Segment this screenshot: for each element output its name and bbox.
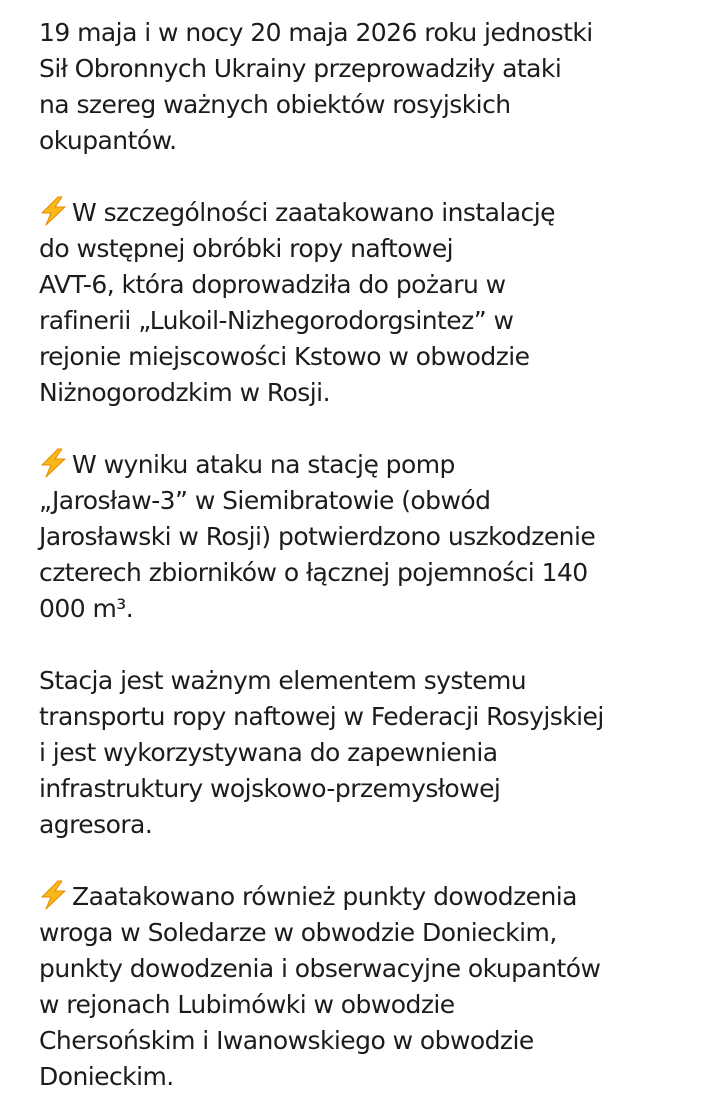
text-line: Donieckim.	[39, 1062, 174, 1091]
text-line: czterech zbiorników o łącznej pojemności 140	[39, 558, 588, 587]
text-line: punkty dowodzenia i obserwacyjne okupantów	[39, 954, 601, 983]
lightning-bolt-icon	[37, 880, 70, 910]
text-line: 000 m³.	[39, 594, 134, 623]
text-line: Stacja jest ważnym elementem systemu	[39, 666, 527, 695]
text-line-content: Zaatakowano również punkty dowodzenia	[72, 882, 577, 911]
text-line: Jarosławski w Rosji) potwierdzono uszkodzenie	[39, 522, 596, 551]
text-line: Niżnogorodzkim w Rosji.	[39, 378, 330, 407]
text-line: okupantów.	[39, 126, 177, 155]
text-line: agresora.	[39, 810, 153, 839]
article-paragraph	[39, 663, 709, 843]
text-line: wroga w Soledarze w obwodzie Donieckim,	[39, 918, 557, 947]
text-line: w rejonach Lubimówki w obwodzie	[39, 990, 455, 1019]
lightning-bolt-icon	[37, 196, 70, 226]
text-line: AVT-6, która doprowadziła do pożaru w	[39, 270, 506, 299]
text-line: rafinerii „Lukoil-Nizhegorodorgsintez” w	[39, 306, 514, 335]
text-line: „Jarosław-3” w Siemibratowie (obwód	[39, 486, 491, 515]
article-body	[39, 15, 709, 1095]
text-line	[39, 447, 709, 483]
text-line: na szereg ważnych obiektów rosyjskich	[39, 90, 511, 119]
article-paragraph	[39, 447, 709, 627]
text-line: transportu ropy naftowej w Federacji Rosyjskiej	[39, 702, 604, 731]
text-line-content: W szczególności zaatakowano instalację	[72, 198, 555, 227]
article-paragraph	[39, 195, 709, 411]
text-line: i jest wykorzystywana do zapewnienia	[39, 738, 498, 767]
text-line: Sił Obronnych Ukrainy przeprowadziły ataki	[39, 54, 562, 83]
text-line: rejonie miejscowości Kstowo w obwodzie	[39, 342, 530, 371]
lightning-bolt-icon	[37, 448, 70, 478]
article-paragraph	[39, 879, 709, 1095]
text-line: infrastruktury wojskowo-przemysłowej	[39, 774, 501, 803]
text-line: Chersońskim i Iwanowskiego w obwodzie	[39, 1026, 534, 1055]
text-line: do wstępnej obróbki ropy naftowej	[39, 234, 454, 263]
text-line-content: W wyniku ataku na stację pomp	[72, 450, 455, 479]
text-line: 19 maja i w nocy 20 maja 2026 roku jednostki	[39, 18, 593, 47]
text-line	[39, 879, 709, 915]
text-line	[39, 195, 709, 231]
article-paragraph	[39, 15, 709, 159]
